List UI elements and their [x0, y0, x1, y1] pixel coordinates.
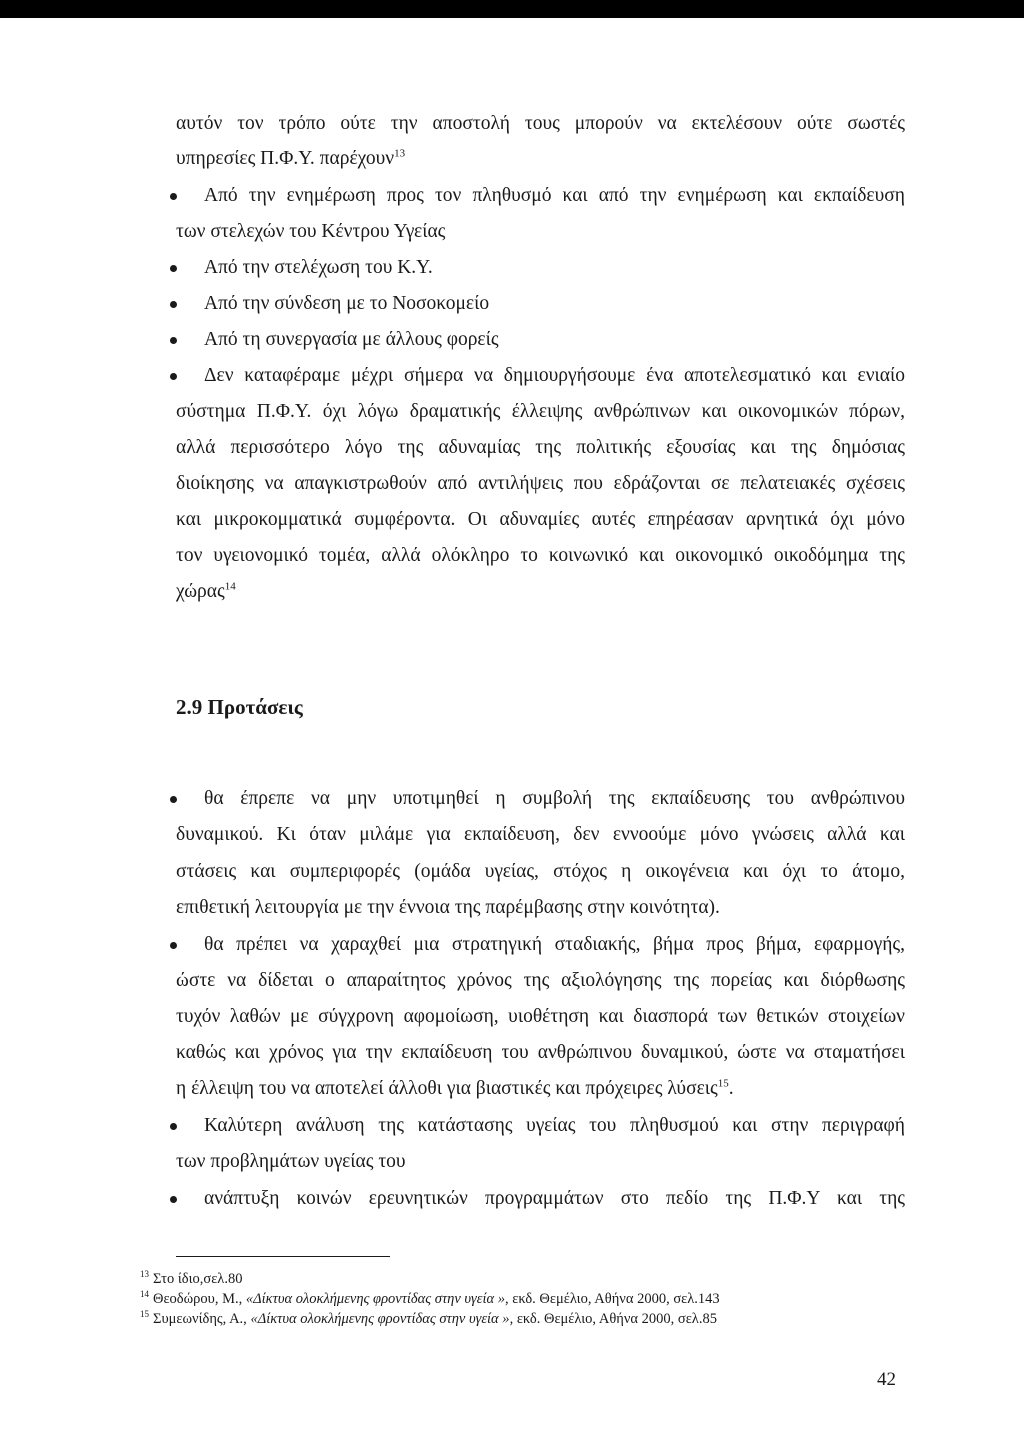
footnote-text: , εκδ. Θεμέλιο, Αθήνα 2000, σελ.85: [509, 1311, 717, 1327]
proposal-line: θα έπρεπε να μην υποτιμηθεί η συμβολή της εκπαίδευσης του ανθρώπινου: [204, 788, 905, 809]
footnote-ref: 15: [717, 1077, 729, 1090]
bullet-icon: [170, 337, 177, 344]
bullet-icon: [170, 796, 177, 803]
body-line: διοίκησης να απαγκιστρωθούν από αντιλήψεις που εδράζονται σε πελατειακές σχέσεις: [176, 473, 905, 494]
proposal-line: Καλύτερη ανάλυση της κατάστασης υγείας του πληθυσμού και στην περιγραφή: [204, 1115, 905, 1136]
bullet-icon: [170, 193, 177, 200]
list-item: Από την σύνδεση με το Νοσοκομείο: [204, 293, 490, 314]
footnote-title: «Δίκτυα ολοκλήμενης φροντίδας στην υγεία »: [245, 1291, 505, 1307]
body-text: η έλλειψη του να αποτελεί άλλοθι για βιαστικές και πρόχειρες λύσεις: [176, 1078, 718, 1099]
proposal-line: ώστε να δίδεται ο απαραίτητος χρόνος της αξιολόγησης της πορείας και διόρθωσης: [176, 970, 905, 991]
list-item: Από την στελέχωση του Κ.Υ.: [204, 257, 433, 278]
scan-top-edge: [0, 0, 1024, 18]
footnote-text: Στο ίδιο,σελ.80: [153, 1271, 243, 1287]
proposal-line: [176, 1077, 734, 1101]
footnote-title: «Δίκτυα ολοκλήμενης φροντίδας στην υγεία »: [250, 1311, 510, 1327]
body-line: σύστημα Π.Φ.Υ. όχι λόγω δραματικής έλλειψης ανθρώπινων και οικονομικών πόρων,: [176, 401, 905, 422]
bullet-icon: [170, 265, 177, 272]
list-item-line: των στελεχών του Κέντρου Υγείας: [176, 221, 446, 242]
bullet-icon: [170, 301, 177, 308]
list-item-line: Από την ενημέρωση προς τον πληθυσμό και από την ενημέρωση και εκπαίδευση: [204, 185, 905, 206]
bullet-icon: [170, 942, 177, 949]
proposal-line: τυχόν λαθών με σύγχρονη αφομοίωση, υιοθέτηση και διασπορά των θετικών στοιχείων: [176, 1006, 905, 1027]
footnote-number: 15: [140, 1309, 149, 1320]
body-text: χώρας: [176, 581, 225, 602]
bullet-icon: [170, 1123, 177, 1130]
footnote-ref: 14: [224, 580, 236, 593]
body-line: [176, 147, 405, 171]
proposal-line: δυναμικού. Κι όταν μιλάμε για εκπαίδευση, δεν εννοούμε μόνο γνώσεις αλλά και: [176, 824, 905, 845]
body-line: αυτόν τον τρόπο ούτε την αποστολή τους μπορούν να εκτελέσουν ούτε σωστές: [176, 113, 905, 134]
body-line: [176, 580, 236, 604]
proposal-line: των προβλημάτων υγείας του: [176, 1151, 406, 1172]
footnote-text: , εκδ. Θεμέλιο, Αθήνα 2000, σελ.143: [505, 1291, 720, 1307]
list-item: Από τη συνεργασία με άλλους φορείς: [204, 329, 499, 350]
footnote-number: 14: [140, 1289, 149, 1300]
body-line: αλλά περισσότερο λόγο της αδυναμίας της πολιτικής εξουσίας και της δημόσιας: [176, 437, 905, 458]
body-text: υπηρεσίες Π.Φ.Υ. παρέχουν: [176, 148, 395, 169]
footnote-number: 13: [140, 1269, 149, 1280]
footnote: [140, 1310, 717, 1328]
footnote: [140, 1270, 242, 1288]
footnote-text: Θεοδώρου, Μ.,: [153, 1291, 246, 1307]
proposal-line: καθώς και χρόνος για την εκπαίδευση του ανθρώπινου δυναμικού, ώστε να σταματήσει: [176, 1042, 905, 1063]
footnote: [140, 1290, 720, 1308]
body-line: και μικροκομματικά συμφέροντα. Οι αδυναμίες αυτές επηρέασαν αρνητικά όχι μόνο: [176, 509, 905, 530]
body-line: τον υγειονομικό τομέα, αλλά ολόκληρο το κοινωνικό και οικονομικό οικοδόμημα της: [176, 545, 905, 566]
section-heading: 2.9 Προτάσεις: [176, 695, 303, 719]
footnote-separator: [176, 1256, 390, 1257]
list-item: Δεν καταφέραμε μέχρι σήμερα να δημιουργήσουμε ένα αποτελεσματικό και ενιαίο: [204, 365, 905, 386]
bullet-icon: [170, 373, 177, 380]
proposal-line: θα πρέπει να χαραχθεί μια στρατηγική σταδιακής, βήμα προς βήμα, εφαρμογής,: [204, 934, 905, 955]
page-number: 42: [877, 1369, 896, 1390]
proposal-line: επιθετική λειτουργία με την έννοια της παρέμβασης στην κοινότητα).: [176, 897, 720, 918]
footnote-ref: 13: [394, 147, 406, 160]
footnote-text: Συμεωνίδης, Α.,: [153, 1311, 251, 1327]
proposal-line: στάσεις και συμπεριφορές (ομάδα υγείας, στόχος η οικογένεια και όχι το άτομο,: [176, 861, 905, 882]
body-text: .: [728, 1078, 734, 1099]
proposal-line: ανάπτυξη κοινών ερευνητικών προγραμμάτων στο πεδίο της Π.Φ.Υ και της: [204, 1188, 905, 1209]
bullet-icon: [170, 1196, 177, 1203]
